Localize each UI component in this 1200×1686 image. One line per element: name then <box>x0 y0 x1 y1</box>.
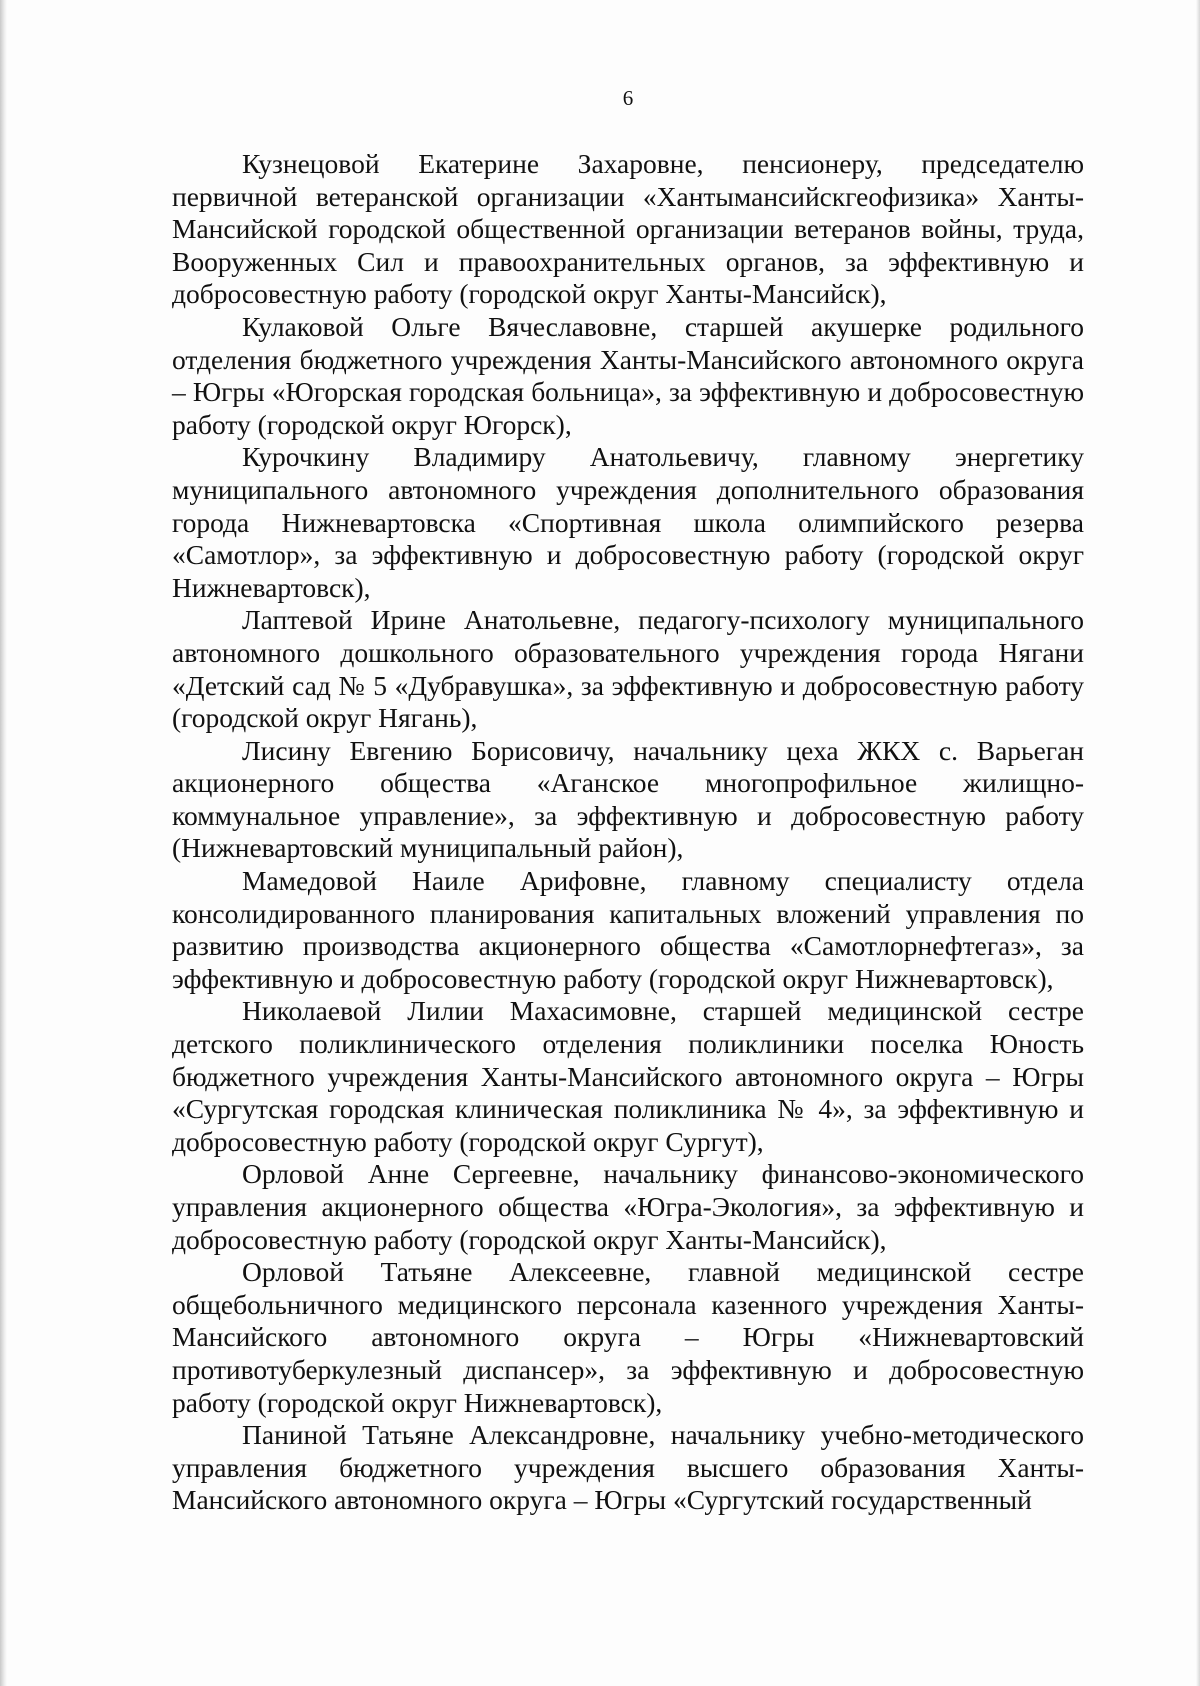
paragraph-kulakova: Кулаковой Ольге Вячеславовне, старшей акушерке родильного отделения бюджетного учреждения Ханты-Мансийского автономного округа – Югры «Югорская городская больница», за эффективную и добросовестную работу (городской округ Югорск), <box>172 310 1084 440</box>
paragraph-lapteva: Лаптевой Ирине Анатольевне, педагогу-психологу муниципального автономного дошкольного образовательного учреждения города Нягани «Детский сад № 5 «Дубравушка», за эффективную и добросовестную работу (городской округ Нягань), <box>172 604 1084 734</box>
paragraph-mamedova: Мамедовой Наиле Арифовне, главному специалисту отдела консолидированного планирования капитальных вложений управления по развитию производства акционерного общества «Самотлорнефтегаз», за эффективную и добросовестную работу (городской округ Нижневартовск), <box>172 865 1084 994</box>
paragraph-nikolaeva: Николаевой Лилии Махасимовне, старшей медицинской сестре детского поликлинического отделения поликлиники поселка Юность бюджетного учреждения Ханты-Мансийского автономного округа – Югры «Сургутская городская клиническая поликлиника № 4», за эффективную и добросовестную работу (городской округ Сургут), <box>172 995 1084 1157</box>
paragraph-panina: Паниной Татьяне Александровне, начальнику учебно-методического управления бюджетного учреждения высшего образования Ханты-Мансийского автономного округа – Югры «Сургутский государственный <box>172 1419 1084 1516</box>
paragraph-orlova-anna: Орловой Анне Сергеевне, начальнику финансово-экономического управления акционерного общества «Югра-Экология», за эффективную и добросовестную работу (городской округ Ханты-Мансийск), <box>172 1158 1084 1255</box>
paragraph-kurochkin: Курочкину Владимиру Анатольевичу, главному энергетику муниципального автономного учреждения дополнительного образования города Нижневартовска «Спортивная школа олимпийского резерва «Самотлор», за эффективную и добросовестную работу (городской округ Нижневартовск), <box>172 441 1084 603</box>
scan-edge-right <box>1196 0 1200 1686</box>
paragraph-lisin: Лисину Евгению Борисовичу, начальнику цеха ЖКХ с. Варьеган акционерного общества «Аганское многопрофильное жилищно-коммунальное управление», за эффективную и добросовестную работу (Нижневартовский муниципальный район), <box>172 734 1084 864</box>
paragraph-orlova-tatyana: Орловой Татьяне Алексеевне, главной медицинской сестре общебольничного медицинского персонала казенного учреждения Ханты-Мансийского автономного округа – Югры «Нижневартовский противотуберкулезный диспансер», за эффективную и добросовестную работу (городской округ Нижневартовск), <box>172 1256 1084 1418</box>
page-number: 6 <box>622 86 634 110</box>
document-body <box>172 148 1084 1517</box>
scan-edge-left <box>0 0 7 1686</box>
paragraph-kuznetsova: Кузнецовой Екатерине Захаровне, пенсионеру, председателю первичной ветеранской организации «Хантымансийскгеофизика» Ханты-Мансийской городской общественной организации ветеранов войны, труда, Вооруженных Сил и правоохранительных органов, за эффективную и добросовестную работу (городской округ Ханты-Мансийск), <box>172 148 1084 310</box>
